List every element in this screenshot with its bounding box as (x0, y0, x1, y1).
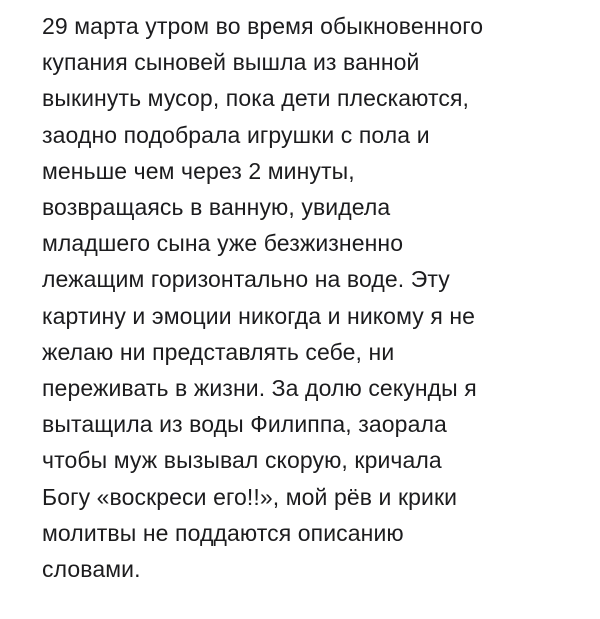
text-line: возвращаясь в ванную, увидела (42, 194, 391, 221)
text-line: меньше чем через 2 минуты, (42, 157, 355, 184)
text-line: словами. (42, 556, 141, 583)
text-line: вытащила из воды Филиппа, заорала (42, 411, 447, 438)
text-line: чтобы муж вызывал скорую, кричала (42, 447, 442, 474)
text-line: молитвы не поддаются описанию (42, 519, 404, 546)
text-line: 29 марта утром во время обыкновенного (42, 13, 484, 39)
post-text (42, 8, 582, 587)
text-line: заодно подобрала игрушки с пола и (42, 121, 430, 148)
text-line: младшего сына уже безжизненно (42, 230, 404, 257)
text-line: переживать в жизни. За долю секунды я (42, 375, 477, 402)
text-line: Богу «воскреси его!!», мой рёв и крики (42, 483, 458, 510)
text-line: лежащим горизонтально на воде. Эту (42, 266, 450, 293)
text-line: желаю ни представлять себе, ни (42, 338, 395, 365)
text-line: купания сыновей вышла из ванной (42, 49, 420, 76)
text-line: картину и эмоции никогда и никому я не (42, 302, 476, 329)
text-line: выкинуть мусор, пока дети плескаются, (42, 85, 470, 112)
